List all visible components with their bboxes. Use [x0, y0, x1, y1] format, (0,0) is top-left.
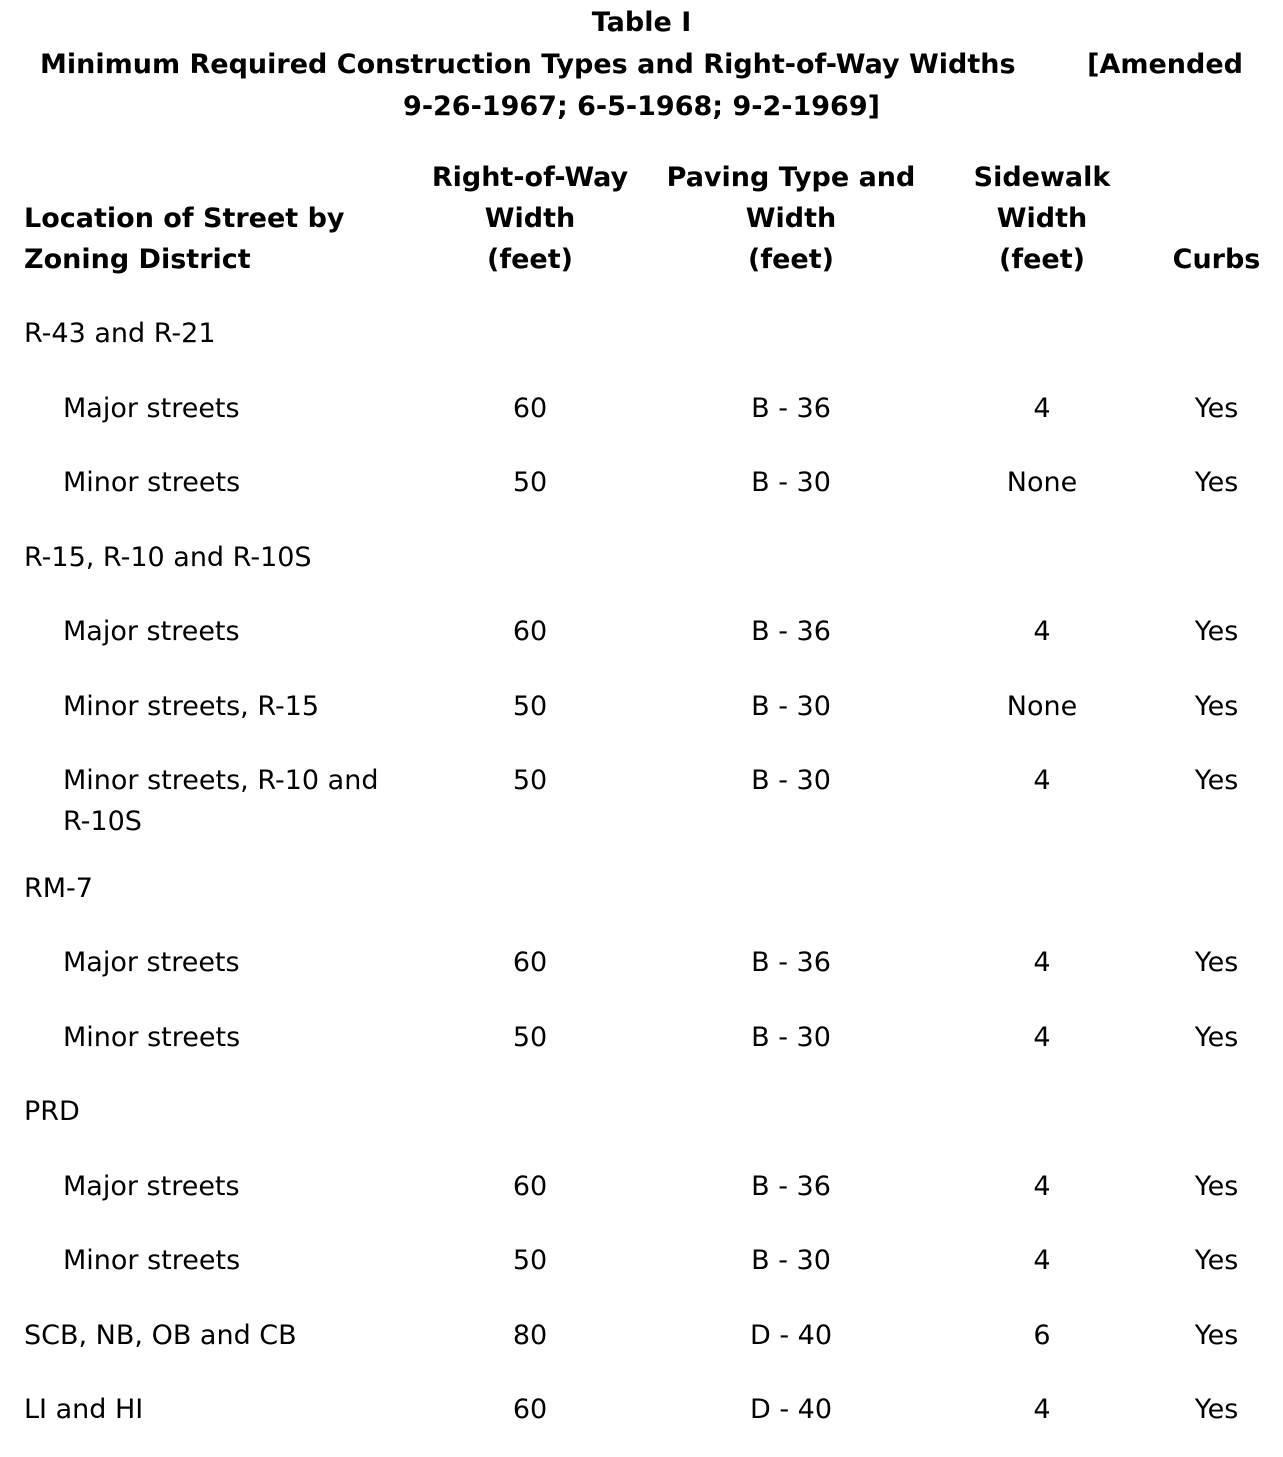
cell-paving: B - 36	[751, 392, 831, 424]
cell-row-width: 60	[512, 947, 548, 978]
street-type-label: Minor streets	[63, 1021, 241, 1053]
cell-sidewalk: 4	[1033, 616, 1051, 647]
amendment-dates: 9-26-1967; 6-5-1968; 9-2-1969]	[403, 91, 880, 122]
cell-curbs: Yes	[1194, 392, 1239, 424]
column-header-row-width: Width	[484, 203, 576, 234]
table-title-block	[20, 2, 1263, 128]
cell-curbs: Yes	[1194, 616, 1239, 647]
cell-curbs: Yes	[1194, 765, 1239, 796]
cell-curbs: Yes	[1194, 1170, 1239, 1202]
street-type-label: Major streets	[63, 947, 240, 978]
column-header-sidewalk: Sidewalk	[973, 162, 1111, 193]
cell-sidewalk: 6	[1033, 1319, 1051, 1351]
column-header-sidewalk: (feet)	[999, 244, 1085, 275]
cell-curbs: Yes	[1194, 1245, 1239, 1276]
cell-row-width: 50	[512, 467, 548, 498]
cell-paving: B - 30	[751, 1245, 831, 1276]
cell-row-width: 50	[512, 690, 548, 722]
cell-paving: D - 40	[749, 1319, 833, 1351]
street-type-label: Minor streets	[63, 1245, 241, 1276]
cell-sidewalk: 4	[1033, 392, 1051, 424]
cell-sidewalk: 4	[1033, 765, 1051, 796]
cell-row-width: 60	[512, 1170, 548, 1202]
cell-curbs: Yes	[1194, 947, 1239, 978]
cell-paving: B - 36	[751, 947, 831, 978]
cell-row-width: 60	[512, 1394, 548, 1425]
zoning-district-label: R-43 and R-21	[24, 318, 216, 349]
cell-paving: B - 30	[751, 1021, 831, 1053]
cell-curbs: Yes	[1194, 1394, 1239, 1425]
cell-sidewalk: 4	[1033, 1170, 1051, 1202]
zoning-district-label: LI and HI	[24, 1394, 144, 1425]
column-header-row-width: Right-of-Way	[431, 162, 629, 193]
cell-row-width: 60	[512, 392, 548, 424]
zoning-district-label: PRD	[24, 1096, 80, 1127]
column-header-location: Zoning District	[24, 244, 251, 275]
column-header-sidewalk: Width	[996, 203, 1088, 234]
cell-curbs: Yes	[1194, 690, 1239, 722]
cell-sidewalk: 4	[1033, 947, 1051, 978]
cell-paving: B - 30	[751, 467, 831, 498]
table-subtitle: Minimum Required Construction Types and Right-of-Way Widths	[40, 49, 1016, 80]
street-type-label: Major streets	[63, 1170, 240, 1202]
cell-curbs: Yes	[1194, 467, 1239, 498]
cell-row-width: 60	[512, 616, 548, 647]
cell-paving: B - 36	[751, 616, 831, 647]
cell-row-width: 50	[512, 1245, 548, 1276]
cell-curbs: Yes	[1194, 1319, 1239, 1351]
column-header-curbs: Curbs	[1172, 244, 1261, 275]
cell-row-width: 50	[512, 765, 548, 796]
column-header-location: Location of Street by	[24, 203, 345, 234]
cell-sidewalk: 4	[1033, 1021, 1051, 1053]
cell-sidewalk: 4	[1033, 1394, 1051, 1425]
cell-paving: B - 30	[751, 765, 831, 796]
cell-paving: B - 30	[751, 690, 831, 722]
zoning-district-label: RM-7	[24, 872, 93, 904]
cell-curbs: Yes	[1194, 1021, 1239, 1053]
street-type-label: Minor streets, R-10 and	[63, 765, 379, 796]
zoning-district-label: SCB, NB, OB and CB	[24, 1319, 297, 1351]
street-type-label-cont: R-10S	[63, 806, 142, 837]
cell-row-width: 80	[512, 1319, 548, 1351]
cell-sidewalk: None	[1006, 467, 1078, 498]
cell-paving: B - 36	[751, 1170, 831, 1202]
table-title: Table I	[591, 7, 692, 38]
street-type-label: Major streets	[63, 392, 240, 424]
street-type-label: Minor streets, R-15	[63, 690, 320, 722]
amendment-prefix: [Amended	[1087, 49, 1243, 80]
zoning-district-label: R-15, R-10 and R-10S	[24, 541, 312, 573]
cell-row-width: 50	[512, 1021, 548, 1053]
column-header-paving: Paving Type and	[666, 162, 916, 193]
column-header-paving: Width	[745, 203, 837, 234]
table-subtitle-row	[20, 44, 1263, 86]
column-header-row-width: (feet)	[487, 244, 573, 275]
street-type-label: Major streets	[63, 616, 240, 647]
cell-sidewalk: 4	[1033, 1245, 1051, 1276]
column-header-paving: (feet)	[748, 244, 834, 275]
cell-sidewalk: None	[1006, 690, 1078, 722]
cell-paving: D - 40	[749, 1394, 833, 1425]
street-type-label: Minor streets	[63, 467, 241, 498]
